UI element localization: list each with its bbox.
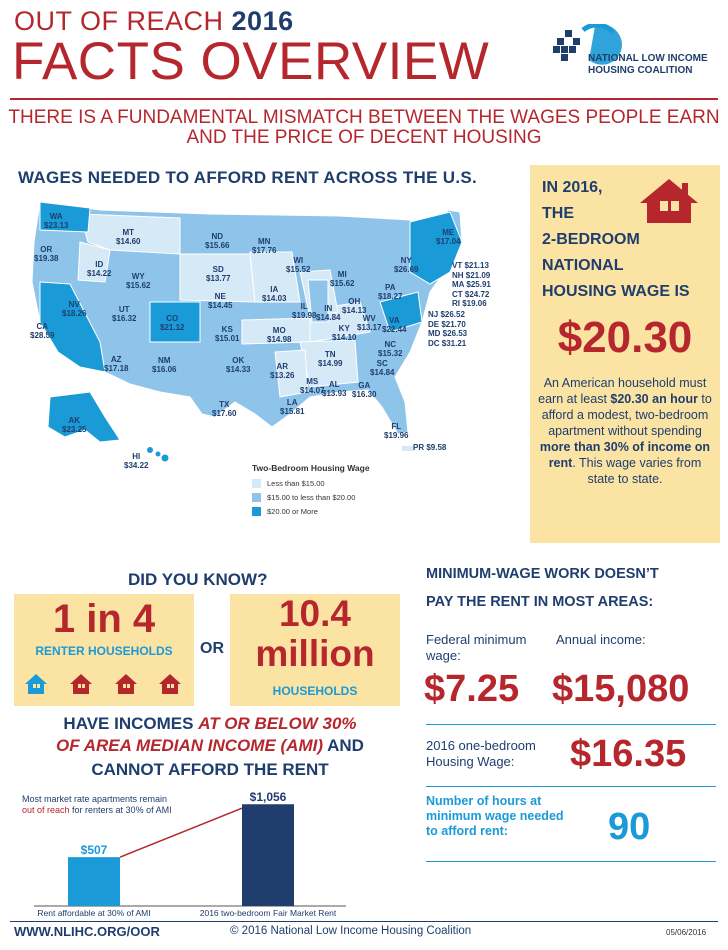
households-label: HOUSEHOLDS	[272, 684, 358, 698]
legend-item: $15.00 to less than $20.00	[252, 493, 392, 502]
bar-2	[242, 804, 294, 906]
wage-box-line4: NATIONAL	[542, 257, 624, 274]
one-bedroom-wage-value: $16.35	[570, 733, 687, 775]
state-label-ca: CA $28.59	[30, 322, 55, 340]
footer-copyright: © 2016 National Low Income Housing Coalition	[230, 925, 472, 937]
households-count-unit: million	[255, 633, 375, 674]
state-label-nd: ND $15.66	[205, 232, 230, 250]
state-label-id: ID $14.22	[87, 260, 112, 278]
wage-description: An American household must earn at least $20.30 an hour to afford a modest, two-bedroom apartment without spending more than 30% of income on rent. This wage varies from state to state.	[538, 376, 712, 486]
bar-chart-note: Most market rate apartments remain out of reach for renters at 30% of AMI	[22, 794, 172, 815]
divider	[426, 861, 716, 862]
footer-url-link[interactable]: WWW.NLIHC.ORG/OOR	[14, 924, 160, 939]
renter-households-label: RENTER HOUSEHOLDS	[35, 644, 173, 658]
footer-date: 05/06/2016	[666, 928, 707, 937]
bar-category-label-1: Rent affordable at 30% of AMI	[37, 908, 151, 918]
state-label-mo: MO $14.98	[267, 326, 292, 344]
renter-share-stat: 1 in 4	[52, 597, 156, 641]
legend-swatch	[252, 479, 261, 488]
state-label-ut: UT $16.32	[112, 305, 137, 323]
federal-min-wage-label: Federal minimum wage:	[426, 632, 527, 663]
state-label-or: OR $19.38	[34, 245, 59, 263]
northeast-wage-list: VT $21.13 NH $21.09 MA $25.91 CT $24.72 RI $19.06	[452, 261, 491, 308]
house-icon-red	[115, 674, 137, 694]
state-label-pr: PR $9.58	[413, 443, 447, 452]
legend-swatch	[252, 507, 261, 516]
income-statement-line3: CANNOT AFFORD THE RENT	[91, 760, 329, 779]
state-label-wa: WA $23.13	[44, 212, 69, 230]
federal-min-wage-value: $7.25	[424, 668, 520, 710]
subtitle-line2: AND THE PRICE OF DECENT HOUSING	[186, 127, 542, 148]
legend-item: Less than $15.00	[252, 479, 392, 488]
title-prefix: OUT OF REACH	[14, 6, 224, 36]
wage-box-line5: HOUSING WAGE IS	[542, 283, 690, 300]
wage-box-line3: 2-BEDROOM	[542, 231, 640, 248]
hawaii-shape	[156, 452, 161, 457]
state-label-ga: GA $16.30	[352, 381, 377, 399]
or-separator: OR	[200, 640, 224, 657]
wage-box-line2: THE	[542, 205, 574, 222]
hawaii-shape	[162, 455, 169, 462]
state-label-mt: MT $14.60	[116, 228, 141, 246]
one-bedroom-wage-label: 2016 one-bedroom Housing Wage:	[426, 738, 536, 769]
renter-share-box	[14, 594, 194, 706]
state-label-oh: OH $14.13	[342, 297, 367, 315]
state-label-pa: PA $18.27	[378, 283, 403, 301]
income-statement-line2: OF AREA MEDIAN INCOME (AMI) AND	[56, 736, 364, 755]
state-label-nm: NM $16.06	[152, 356, 177, 374]
state-label-me: ME $17.04	[436, 228, 461, 246]
annual-income-label: Annual income:	[556, 632, 646, 647]
state-label-ak: AK $23.25	[62, 416, 87, 434]
house-icon-red	[70, 674, 92, 694]
households-count-number: 10.4	[278, 593, 351, 634]
divider	[426, 724, 716, 725]
state-label-tn: TN $14.99	[318, 350, 343, 368]
bar-value-label-2: $1,056	[249, 790, 287, 805]
state-label-az: AZ $17.18	[104, 355, 129, 373]
state-label-wi: WI $15.52	[286, 256, 311, 274]
hours-needed-label: Number of hours at minimum wage needed to afford rent:	[426, 794, 564, 838]
logo-text: NATIONAL LOW INCOME HOUSING COALITION	[588, 53, 708, 76]
bar-value-label-1: $507	[80, 843, 108, 858]
state-label-ky: KY $14.10	[332, 324, 357, 342]
legend-item: $20.00 or More	[252, 507, 392, 516]
state-label-va: VA $22.44	[382, 316, 407, 334]
income-statement-line1: HAVE INCOMES AT OR BELOW 30%	[63, 714, 357, 733]
house-icon-red	[159, 674, 181, 694]
state-label-ne: NE $14.45	[208, 292, 233, 310]
bar-1	[68, 857, 120, 906]
legend-swatch	[252, 493, 261, 502]
state-label-sc: SC $14.84	[370, 359, 395, 377]
state-label-la: LA $15.81	[280, 398, 305, 416]
footer-divider	[10, 921, 718, 922]
divider	[426, 786, 716, 787]
state-label-tx: TX $17.60	[212, 400, 237, 418]
state-label-ar: AR $13.26	[270, 362, 295, 380]
house-icon-blue	[25, 674, 47, 694]
housing-wage-box	[530, 165, 720, 543]
state-label-nv: NV $18.26	[62, 300, 87, 318]
houses-icon	[24, 672, 184, 696]
state-label-nc: NC $15.32	[378, 340, 403, 358]
state-label-wv: WV $13.17	[357, 314, 382, 332]
legend-title: Two-Bedroom Housing Wage	[252, 463, 370, 473]
did-you-know-heading: DID YOU KNOW?	[128, 570, 268, 589]
annual-income-value: $15,080	[552, 668, 690, 710]
header-divider	[10, 98, 718, 100]
map-legend	[252, 463, 392, 521]
midatlantic-wage-list: NJ $26.52 DE $21.70 MD $26.53 DC $31.21	[428, 310, 468, 348]
state-label-fl: FL $19.96	[384, 422, 409, 440]
state-label-mn: MN $17.76	[252, 237, 277, 255]
state-label-in: IN $14.84	[316, 304, 341, 322]
state-label-sd: SD $13.77	[206, 265, 231, 283]
subtitle	[0, 108, 728, 148]
state-label-ia: IA $14.03	[262, 285, 287, 303]
wage-box-line1: IN 2016,	[542, 179, 603, 196]
state-label-wy: WY $15.62	[126, 272, 151, 290]
hours-needed-value: 90	[608, 806, 651, 848]
households-count-box	[230, 594, 400, 706]
min-wage-heading-line1: MINIMUM-WAGE WORK DOESN’T	[426, 566, 659, 582]
title-year: 2016	[231, 6, 294, 36]
bar-category-label-2: 2016 two-bedroom Fair Market Rent	[199, 908, 337, 918]
state-label-hi: HI $34.22	[124, 452, 149, 470]
map-heading: WAGES NEEDED TO AFFORD RENT ACROSS THE U.S.	[18, 168, 478, 187]
state-label-ms: MS $14.07	[300, 377, 325, 395]
min-wage-heading-line2: PAY THE RENT IN MOST AREAS:	[426, 594, 654, 610]
state-label-ok: OK $14.33	[226, 356, 251, 374]
house-icon	[638, 177, 700, 225]
state-label-al: AL $13.93	[322, 380, 347, 398]
national-housing-wage: $20.30	[557, 313, 693, 362]
state-label-mi: MI $15.62	[330, 270, 355, 288]
state-label-il: IL $19.98	[292, 302, 317, 320]
page-title: FACTS OVERVIEW	[12, 32, 490, 91]
state-label-co: CO $21.12	[160, 314, 185, 332]
state-label-ks: KS $15.01	[215, 325, 240, 343]
state-label-ny: NY $26.69	[394, 256, 419, 274]
subtitle-line1: THERE IS A FUNDAMENTAL MISMATCH BETWEEN THE WAGES PEOPLE EARN	[8, 107, 720, 128]
